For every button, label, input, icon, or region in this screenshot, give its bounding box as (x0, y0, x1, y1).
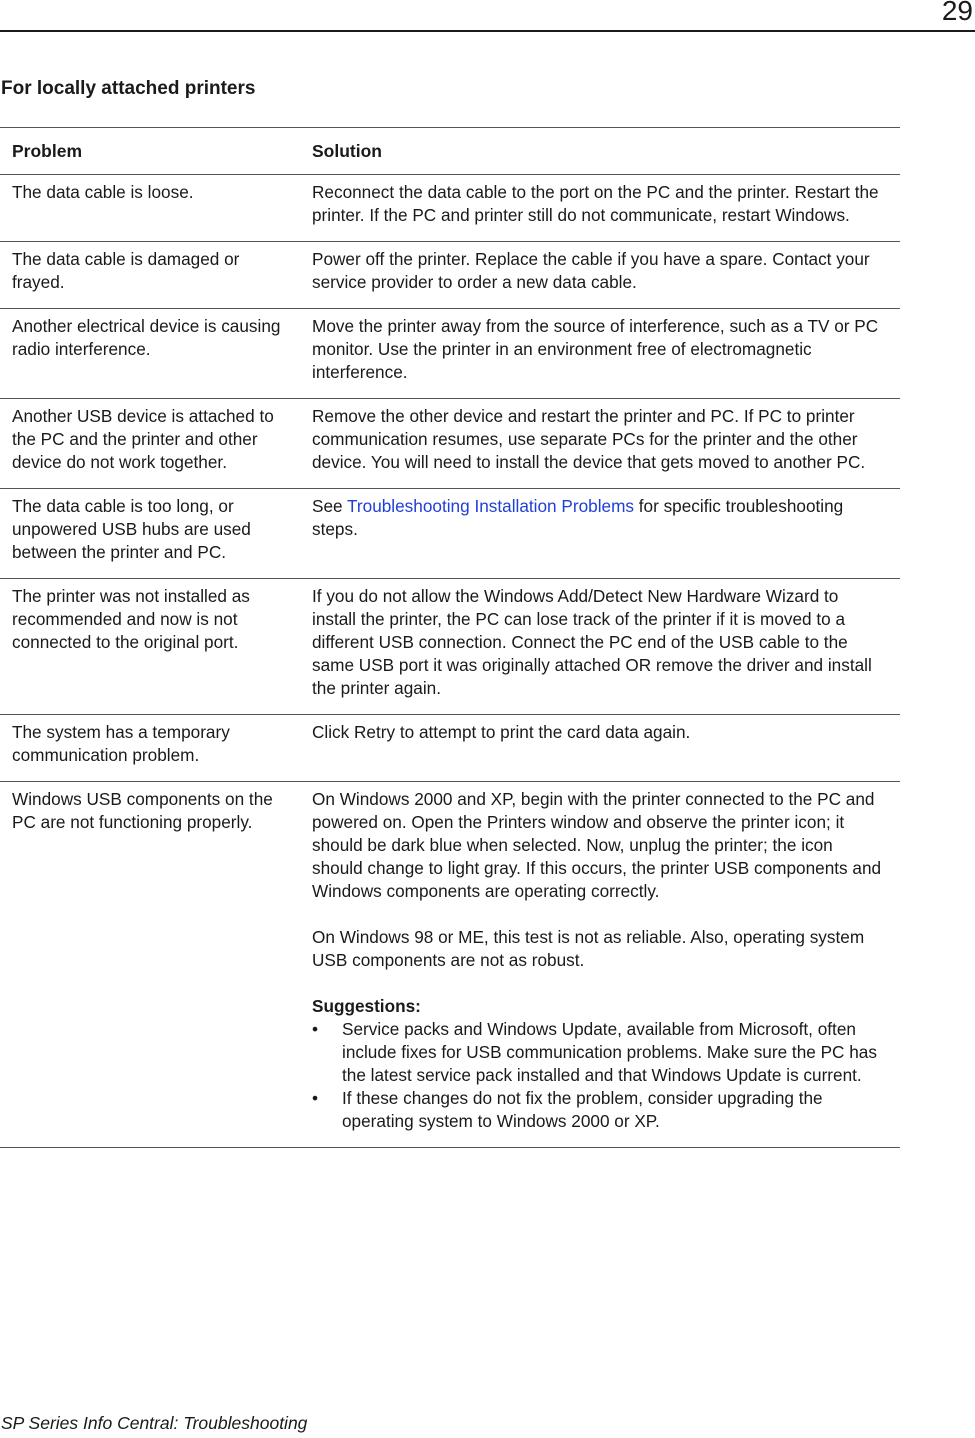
problem-cell: Another electrical device is causing radio interference. (0, 309, 300, 399)
problem-cell: Another USB device is attached to the PC and the printer and other device do not work together. (0, 399, 300, 489)
troubleshooting-table (0, 127, 900, 1148)
solution-text-prefix: See (312, 496, 348, 516)
solution-cell: Reconnect the data cable to the port on the PC and the printer. Restart the printer. If the PC and printer still do not communicate, restart Windows. (300, 175, 900, 242)
table-row (0, 309, 900, 399)
solution-cell (300, 782, 900, 1148)
problem-cell: The data cable is loose. (0, 175, 300, 242)
problem-cell: The system has a temporary communication problem. (0, 715, 300, 782)
solution-paragraph: On Windows 2000 and XP, begin with the printer connected to the PC and powered on. Open the Printers window and observe the printer icon; it should be dark blue when selected. Now, unplug the printer; the icon should change to light gray. If this occurs, the printer USB components and Windows components are operating correctly. (312, 789, 882, 901)
table-row (0, 399, 900, 489)
solution-cell: If you do not allow the Windows Add/Detect New Hardware Wizard to install the printer, the PC can lose track of the printer if it is moved to a different USB connection. Connect the PC end of the USB cable to the same USB port it was originally attached OR remove the driver and install the printer again. (300, 579, 900, 715)
table-row (0, 489, 900, 579)
page-number: 29 (941, 0, 973, 26)
bullet-icon: • (312, 1019, 319, 1039)
solution-cell: Click Retry to attempt to print the card data again. (300, 715, 900, 782)
suggestion-text: Service packs and Windows Update, available from Microsoft, often include fixes for USB communication problems. Make sure the PC has the latest service pack installed and that Windows Update is current. (342, 1019, 877, 1085)
solution-cell: Move the printer away from the source of interference, such as a TV or PC monitor. Use the printer in an environment free of electromagnetic interference. (300, 309, 900, 399)
solution-cell: Power off the printer. Replace the cable if you have a spare. Contact your service provider to order a new data cable. (300, 242, 900, 309)
solution-cell: Remove the other device and restart the printer and PC. If PC to printer communication resumes, use separate PCs for the printer and the other device. You will need to install the device that gets moved to another PC. (300, 399, 900, 489)
solution-paragraph: On Windows 98 or ME, this test is not as reliable. Also, operating system USB components are not as robust. (312, 927, 865, 970)
problem-cell: The data cable is damaged or frayed. (0, 242, 300, 309)
troubleshooting-installation-link[interactable]: Troubleshooting Installation Problems (347, 496, 634, 516)
table-row (0, 715, 900, 782)
bullet-icon: • (312, 1088, 319, 1108)
solution-text-suffix: for specific troubleshooting steps. (312, 496, 844, 539)
header-rule (0, 30, 975, 32)
page-footer: SP Series Info Central: Troubleshooting (1, 1413, 308, 1433)
table-row (0, 242, 900, 309)
section-heading: For locally attached printers (1, 78, 256, 99)
problem-cell: The data cable is too long, or unpowered USB hubs are used between the printer and PC. (0, 489, 300, 579)
table-row (0, 175, 900, 242)
table-row (0, 579, 900, 715)
suggestion-text: If these changes do not fix the problem, consider upgrading the operating system to Windows 2000 or XP. (342, 1088, 823, 1131)
list-item (312, 1087, 886, 1133)
problem-column-header: Problem (0, 128, 300, 175)
solution-column-header: Solution (300, 128, 900, 175)
suggestions-list (312, 1018, 886, 1133)
problem-cell: Windows USB components on the PC are not functioning properly. (0, 782, 300, 1148)
solution-cell (300, 489, 900, 579)
suggestions-title: Suggestions: (312, 996, 421, 1016)
list-item (312, 1018, 886, 1087)
table-header-row (0, 128, 900, 175)
table-row (0, 782, 900, 1148)
problem-cell: The printer was not installed as recommended and now is not connected to the original port. (0, 579, 300, 715)
